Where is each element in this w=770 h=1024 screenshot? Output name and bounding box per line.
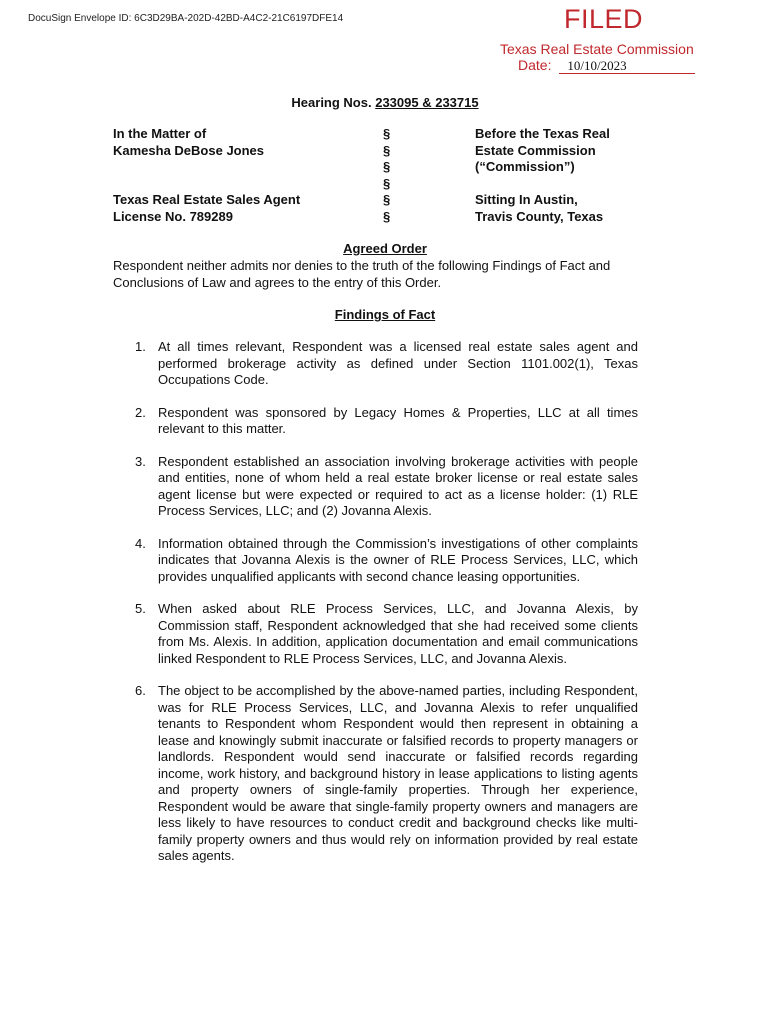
stamp-date-row: [518, 57, 695, 74]
order-title: Agreed Order: [343, 241, 427, 256]
stamp-date-label: Date:: [518, 57, 552, 73]
finding-number: 4.: [135, 535, 146, 551]
finding-item: [113, 683, 638, 865]
section-symbol: §: [383, 208, 391, 224]
caption-section-symbols: [383, 126, 390, 226]
finding-text: Information obtained through the Commission’s investigations of other complaints indicates that Jovanna Alexis is the owner of RLE Process Services, LLC, which provides unqualified applicants with second chance leasing opportunities.: [158, 535, 638, 584]
finding-number: 5.: [135, 601, 146, 616]
caption-right-line: Travis County, Texas: [475, 208, 604, 224]
finding-item: [113, 454, 638, 520]
caption-right-line: (“Commission”): [475, 159, 575, 175]
preamble-paragraph: Respondent neither admits nor denies to the truth of the following Findings of Fact and Conclusions of Law and agrees to the entry of this Order.: [113, 258, 611, 290]
caption-tribunal: [475, 126, 610, 226]
finding-item: [113, 339, 638, 389]
finding-text: At all times relevant, Respondent was a licensed real estate sales agent and performed brokerage activity as defined under Section 1101.002(1), Texas Occupations Code.: [158, 339, 638, 387]
findings-list: [113, 339, 638, 881]
finding-item: [113, 601, 638, 667]
caption-left-line: In the Matter of: [113, 126, 207, 141]
caption-right-line: Sitting In Austin,: [475, 192, 578, 208]
stamp-commission: Texas Real Estate Commission: [500, 41, 694, 57]
finding-text: Respondent established an association involving brokerage activities with people and entities, none of whom held a real estate broker license or real estate sales agent license but were expected or required to act as a license holder: (1) RLE Process Services, LLC; and (2) Jovanna Alexis.: [158, 453, 638, 518]
finding-item: [113, 536, 638, 586]
section-symbol: §: [383, 175, 391, 191]
docusign-envelope-id: DocuSign Envelope ID: 6C3D29BA-202D-42BD-A4C2-21C6197DFE14: [28, 13, 344, 24]
caption-left-line: Texas Real Estate Sales Agent: [113, 192, 301, 208]
findings-heading: Findings of Fact: [334, 307, 436, 322]
section-symbol: §: [383, 126, 391, 141]
finding-number: 3.: [135, 453, 146, 469]
finding-number: 2.: [135, 404, 146, 420]
caption-left-line: Kamesha DeBose Jones: [113, 142, 265, 158]
caption-left-line: License No. 789289: [113, 208, 233, 224]
filed-label: FILED: [564, 4, 644, 34]
caption-respondent: [113, 126, 300, 226]
finding-number: 1.: [135, 339, 146, 354]
finding-text: Respondent was sponsored by Legacy Homes & Properties, LLC at all times relevant to this matter.: [158, 404, 638, 436]
hearing-number-values: 233095 & 233715: [375, 95, 479, 110]
section-symbol: §: [383, 159, 391, 175]
finding-item: [113, 405, 638, 438]
finding-text: When asked about RLE Process Services, LLC, and Jovanna Alexis, by Commission staff, Respondent acknowledged that she had received some clients from Ms. Alexis. In addition, application documentation and email communications linked Respondent to RLE Process Services, LLC, and Jovanna Alexis.: [158, 601, 638, 666]
hearing-label: Hearing Nos.: [291, 95, 372, 110]
stamp-date-value: 10/10/2023: [559, 58, 695, 74]
caption-right-line: Before the Texas Real: [475, 126, 610, 141]
finding-number: 6.: [135, 683, 146, 698]
finding-text: The object to be accomplished by the above-named parties, including Respondent, was for RLE Process Services, LLC, and Jovanna Alexis to refer unqualified tenants to Respondent whom Respondent would then represent in obtaining a lease and knowingly submit inaccurate or falsified records to property managers or landlords. Respondent would send inaccurate or falsified records regarding income, work history, and background history in lease applications to listing agents and property owners of single-family properties. Through her experience, Respondent would be aware that single-family property owners and managers are less likely to have resources to conduct credit and background checks like multi-family property owners and thus would rely on information provided by real estate sales agents.: [158, 683, 638, 863]
section-symbol: §: [383, 192, 391, 208]
hearing-numbers: [0, 95, 770, 110]
section-symbol: §: [383, 142, 391, 158]
caption-right-line: Estate Commission: [475, 142, 596, 158]
